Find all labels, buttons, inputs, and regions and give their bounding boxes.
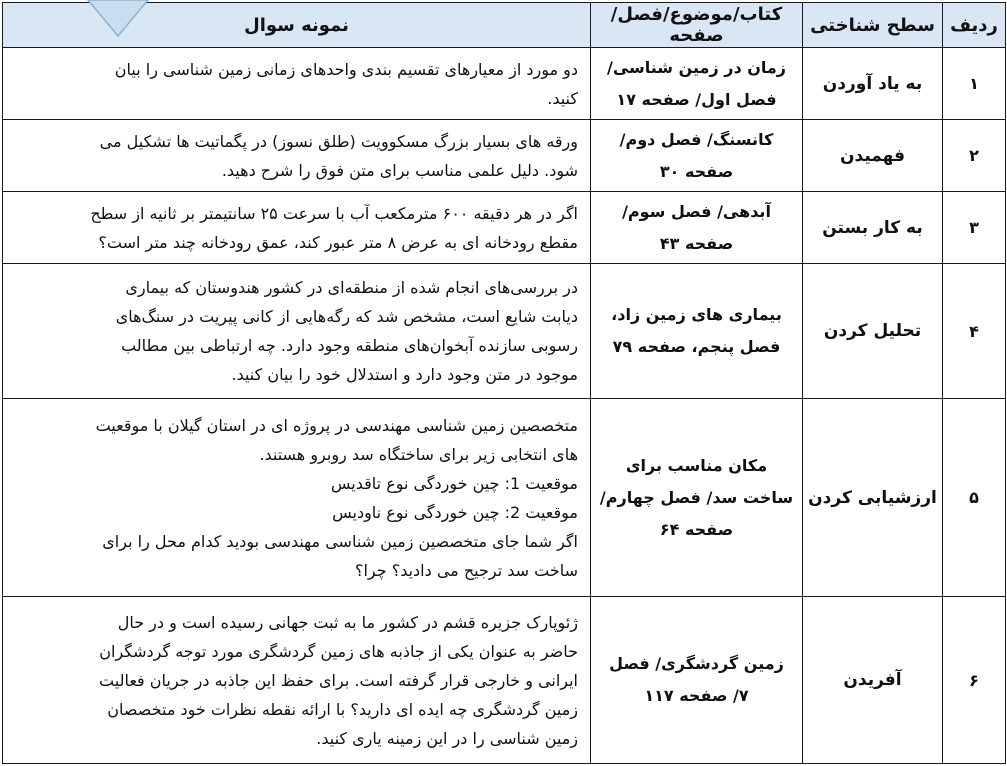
row-number: ۲ <box>943 120 1006 192</box>
row-number: ۵ <box>943 398 1006 597</box>
header-level: سطح شناختی <box>803 3 943 48</box>
question-line: ورقه های بسیار بزرگ مسکوویت (طلق نسوز) در پگماتیت ها تشکیل می <box>99 131 578 151</box>
cognitive-level: فهمیدن <box>803 120 943 192</box>
row-number: ۱ <box>943 48 1006 120</box>
sample-question <box>3 120 591 192</box>
question-line: دو مورد از معیارهای تقسیم بندی واحدهای زمانی زمین شناسی را بیان <box>114 59 578 79</box>
table-row <box>3 48 1006 120</box>
row-number: ۶ <box>943 597 1006 764</box>
header-question: نمونه سوال <box>3 3 591 48</box>
cognitive-level: تحلیل کردن <box>803 264 943 398</box>
question-line: موجود در متن وجود دارد و استدلال خود را بیان کنید. <box>231 365 578 385</box>
cognitive-level: به یاد آوردن <box>803 48 943 120</box>
table-row <box>3 192 1006 264</box>
question-line: های انتخابی زیر برای ساختگاه سد روبرو هستند. <box>259 444 578 464</box>
question-line: در بررسی‌های انجام شده از منطقه‌ای در کشور هندوستان که بیماری <box>125 278 578 298</box>
question-line: ایرانی و خارجی قرار گرفته است. برای حفظ این جاذبه در جریان فعالیت <box>99 670 578 690</box>
question-line: شود. دلیل علمی مناسب برای متن فوق را شرح دهید. <box>221 160 578 180</box>
cognitive-level: ارزشیابی کردن <box>803 398 943 597</box>
question-line: زمین شناسی را در این زمینه یاری کنید. <box>316 728 578 748</box>
question-line: کنید. <box>547 88 578 108</box>
question-line: ژئوپارک جزیره قشم در کشور ما به ثبت جهانی رسیده است و در حال <box>117 612 578 632</box>
table-row <box>3 597 1006 764</box>
header-row-no: ردیف <box>943 3 1006 48</box>
book-reference: بیماری های زمین زاد، فصل پنجم، صفحه ۷۹ <box>591 264 803 398</box>
chevron-down-icon <box>78 0 158 40</box>
book-reference: مکان مناسب برای ساخت سد/ فصل چهارم/ صفحه ۶۴ <box>591 398 803 597</box>
book-reference: زمین گردشگری/ فصل ۷/ صفحه ۱۱۷ <box>591 597 803 764</box>
sample-question <box>3 264 591 398</box>
book-reference: آبدهی/ فصل سوم/ صفحه ۴۳ <box>591 192 803 264</box>
question-line: رسوبی سازنده آبخوان‌های منطقه وجود دارد. چه ارتباطی بین مطالب <box>121 336 578 356</box>
book-reference: زمان در زمین شناسی/ فصل اول/ صفحه ۱۷ <box>591 48 803 120</box>
question-line: زمین گردشگری چه ایده ای دارید؟ با ارائه نقطه نظرات خود متخصصان <box>107 699 578 719</box>
sample-question <box>3 192 591 264</box>
sample-question <box>3 597 591 764</box>
header-book: کتاب/موضوع/فصل/صفحه <box>591 3 803 48</box>
sample-question <box>3 48 591 120</box>
book-reference: کانسنگ/ فصل دوم/ صفحه ۳۰ <box>591 120 803 192</box>
row-number: ۳ <box>943 192 1006 264</box>
cognitive-level: به کار بستن <box>803 192 943 264</box>
question-line: ساخت سد ترجیح می دادید؟ چرا؟ <box>354 560 578 580</box>
sample-question <box>3 398 591 597</box>
question-line: اگر در هر دقیقه ۶۰۰ مترمکعب آب با سرعت ۲۵ سانتیمتر بر ثانیه از سطح <box>90 203 578 223</box>
question-line: اگر شما جای متخصصین زمین شناسی مهندسی بودید کدام محل را برای <box>102 531 578 551</box>
table-row <box>3 120 1006 192</box>
table-row <box>3 398 1006 597</box>
question-line: متخصصین زمین شناسی مهندسی در پروژه ای در استان گیلان با موقعیت <box>95 415 578 435</box>
question-table <box>2 2 1006 764</box>
question-line: موقعیت 1: چین خوردگی نوع تاقدیس <box>330 473 578 493</box>
table-row <box>3 264 1006 398</box>
cognitive-level: آفریدن <box>803 597 943 764</box>
question-line: حاضر به عنوان یکی از جاذبه های زمین گردشگری مورد توجه گردشگران <box>99 641 578 661</box>
row-number: ۴ <box>943 264 1006 398</box>
question-line: موقعیت 2: چین خوردگی نوع ناودیس <box>332 502 578 522</box>
question-line: مقطع رودخانه ای به عرض ۸ متر عبور کند، عمق رودخانه چند متر است؟ <box>98 232 578 252</box>
question-line: دیابت شایع است، مشخص شد که رگه‌هایی از کانی پیریت در سنگ‌های <box>115 307 578 327</box>
